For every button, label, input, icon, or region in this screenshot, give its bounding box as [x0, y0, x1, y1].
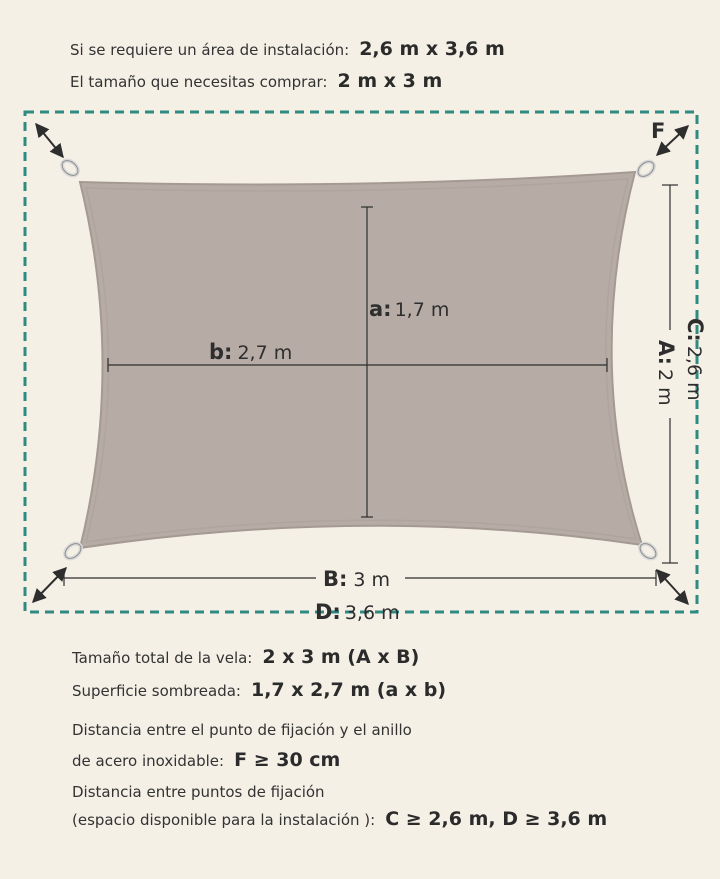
dimension-F-arrow-bottom-left [33, 568, 66, 602]
points-distance-value: C ≥ 2,6 m, D ≥ 3,6 m [385, 808, 608, 830]
ring-top-left-icon [59, 158, 81, 179]
ring-top-right-icon [635, 159, 657, 180]
dimension-C-label: C:2,6 m [683, 318, 707, 401]
ring-distance-line-1 [72, 721, 412, 739]
buy-size-value: 2 m x 3 m [337, 70, 443, 92]
ring-bottom-left-icon [62, 541, 84, 562]
buy-size-label: El tamaño que necesitas comprar: [70, 73, 328, 91]
points-distance-line-1 [72, 783, 325, 801]
ring-distance-label-2: de acero inoxidable: [72, 752, 225, 770]
ring-distance-line-2 [72, 749, 340, 771]
dimension-F-arrow-bottom-right [657, 570, 688, 604]
dimension-F-label: F [651, 119, 666, 143]
shaded-area-line [72, 679, 446, 701]
shaded-area-value: 1,7 x 2,7 m (a x b) [250, 679, 447, 701]
install-area-value: 2,6 m x 3,6 m [359, 38, 505, 60]
shaded-area-label: Superficie sombreada: [72, 682, 241, 700]
dimension-B-label: B: 3 m [323, 567, 391, 591]
dimension-F-arrow-top-left [36, 124, 63, 157]
install-area-label: Si se requiere un área de instalación: [70, 41, 350, 59]
dimension-A-label: A:2 m [654, 340, 678, 406]
total-size-value: 2 x 3 m (A x B) [262, 646, 420, 668]
ring-bottom-right-icon [637, 541, 659, 562]
dimension-b-label: b: 2,7 m [209, 340, 293, 364]
total-size-label: Tamaño total de la vela: [72, 649, 253, 667]
points-distance-label-1: Distancia entre puntos de fijación [72, 783, 325, 801]
points-distance-line-2 [72, 808, 607, 830]
ring-distance-label-1: Distancia entre el punto de fijación y el anillo [72, 721, 412, 739]
ring-distance-value: F ≥ 30 cm [234, 749, 341, 771]
points-distance-label-2: (espacio disponible para la instalación ): [72, 811, 376, 829]
dimension-a-label: a: 1,7 m [369, 297, 450, 321]
sail-shape [80, 172, 642, 548]
total-size-line [72, 646, 419, 668]
dimension-D-label: D: 3,6 m [315, 600, 400, 624]
